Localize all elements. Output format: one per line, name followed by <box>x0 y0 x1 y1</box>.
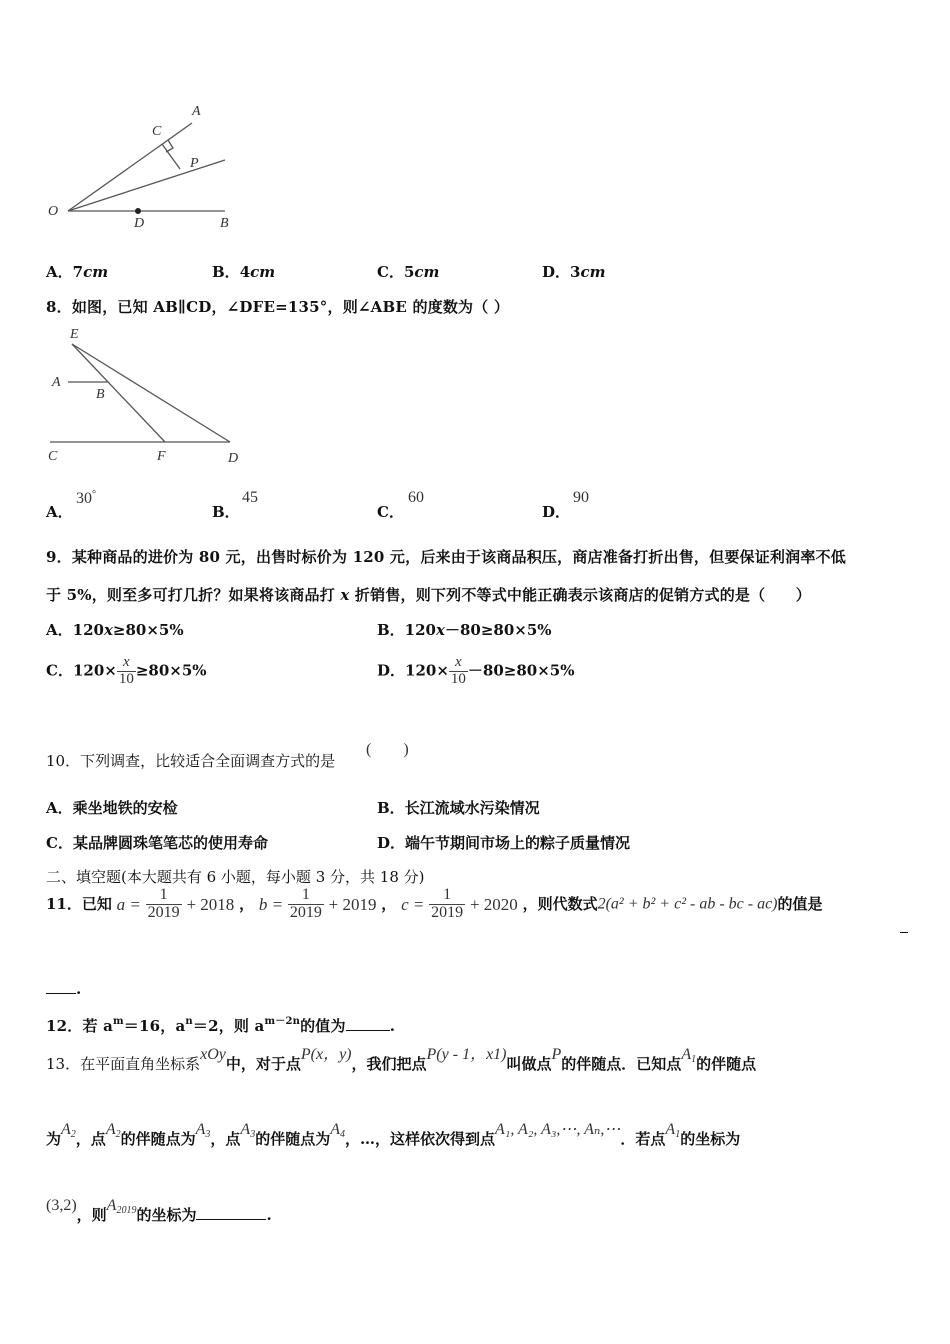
label-b: B <box>220 216 229 231</box>
label-c: C <box>152 124 162 139</box>
var-b-rhs: + 2019 <box>328 894 377 914</box>
question-11: 11．已知 a = $\frac{1}{2019}$ + 2018 ， b = $\frac{1}{2019}$ + 2019 ， c = $\frac{1}{2019}$ + 2020 ，则代数式2(a² + b² + c² - ab - bc - ac)的值是 <box>46 886 823 921</box>
q8-option-a-value: 30° <box>76 489 96 507</box>
point-a3: $A_3$ <box>240 1121 256 1140</box>
q10-option-a[interactable]: A．乘坐地铁的安检 <box>46 799 178 817</box>
fraction-x-over-10: $\frac{x}{10}$ <box>118 654 134 687</box>
point-a3: $A_3$ <box>195 1121 211 1140</box>
figure-q7-angle <box>40 95 260 235</box>
q11-answer-blank-1[interactable] <box>900 918 908 933</box>
question-10: 10．下列调查，比较适合全面调查方式的是 <box>46 752 336 770</box>
question-13-line-3: (3,2)，则$A_{2019}$的坐标为 . <box>46 1197 272 1224</box>
point-a2: $A_2$ <box>61 1121 76 1140</box>
point-a1: $A_1$ <box>665 1121 681 1140</box>
ray-op <box>68 160 225 211</box>
fraction-1-over-2019: $\frac{1}{2019}$ <box>431 886 464 921</box>
label-f: F <box>157 449 166 464</box>
point-d <box>135 208 141 214</box>
q8-option-d[interactable]: D． <box>542 503 571 521</box>
fraction-1-over-2019: $\frac{1}{2019}$ <box>147 886 180 921</box>
perpendicular-cp <box>162 144 180 169</box>
q8-option-b-value: 45 <box>242 489 258 506</box>
label-e: E <box>70 327 79 342</box>
question-13-line-1: 13．在平面直角坐标系xOy中，对于点P(x，y)，我们把点P(y - 1，x1)叫做点P的伴随点．已知点$A_1$的伴随点 <box>46 1046 757 1073</box>
expression: 2(a² + b² + c² - ab - bc - ac) <box>597 895 778 913</box>
label-b: B <box>96 387 105 402</box>
q8-option-d-value: 90 <box>573 489 589 506</box>
var-a-lhs: a = <box>116 894 141 914</box>
ray-oa <box>68 123 192 211</box>
question-10-paren: ( ) <box>366 741 409 758</box>
q10-option-b[interactable]: B．长江流域水污染情况 <box>377 799 540 817</box>
q9-option-c[interactable]: C．120× $\frac{x}{10}$ ≥80×5% <box>46 654 207 687</box>
var-b-lhs: b = <box>258 894 284 914</box>
point-sequence: A₁, A₂, A₃,⋯, Aₙ,⋯ <box>495 1121 621 1138</box>
q7-option-d[interactable]: D．3cm <box>542 263 606 281</box>
q7-option-b[interactable]: B．4cm <box>212 263 276 281</box>
var-c-lhs: c = <box>401 894 425 914</box>
q7-option-a[interactable]: A．7cm <box>46 263 109 281</box>
q9-option-a[interactable]: A．120x≥80×5% <box>46 621 184 639</box>
point-a4: $A_4$ <box>330 1121 345 1140</box>
q9-option-b[interactable]: B．120x－80≥80×5% <box>377 621 552 639</box>
q10-option-c[interactable]: C．某品牌圆珠笔笔芯的使用寿命 <box>46 834 268 852</box>
var-a-rhs: + 2018 <box>186 894 235 914</box>
q7-option-c[interactable]: C．5cm <box>377 263 440 281</box>
q9-option-d[interactable]: D．120× $\frac{x}{10}$ －80≥80×5% <box>377 654 575 687</box>
question-9-line-1: 9．某种商品的进价为 80 元，出售时标价为 120 元，后来由于该商品积压，商店准备打折出售，但要保证利润率不低 <box>46 548 846 566</box>
coordinate-3-2: (3,2) <box>46 1197 77 1214</box>
q8-option-b[interactable]: B． <box>212 503 240 521</box>
label-d: D <box>228 451 239 466</box>
var-c-rhs: + 2020 <box>469 894 518 914</box>
fraction-x-over-10: $\frac{x}{10}$ <box>450 654 466 687</box>
q8-option-c[interactable]: C． <box>377 503 404 521</box>
question-9-line-2: 于 5%，则至多可打几折？如果将该商品打 x 折销售，则下列不等式中能正确表示该商店的促销方式的是（ ） <box>46 586 811 604</box>
section-2-heading: 二、填空题(本大题共有 6 小题，每小题 3 分，共 18 分) <box>46 868 425 886</box>
q13-answer-blank[interactable] <box>196 1205 266 1220</box>
figure-q8-parallel <box>40 322 260 467</box>
question-8: 8．如图，已知 AB∥CD，∠DFE=135°，则∠ABE 的度数为（ ） <box>46 298 510 316</box>
q8-option-c-value: 60 <box>408 489 424 506</box>
point-a1: $A_1$ <box>681 1046 697 1065</box>
q8-option-a[interactable]: A． <box>46 503 73 521</box>
q12-answer-blank[interactable] <box>346 1016 390 1031</box>
question-12: 12．若 $a^m=16$，$a^n=2$，则 $a^{m-2n}$的值为 . <box>46 1016 396 1035</box>
label-p: P <box>190 156 199 171</box>
q10-option-d[interactable]: D．端午节期间市场上的粽子质量情况 <box>377 834 631 852</box>
label-a: A <box>52 375 61 390</box>
q11-answer-blank-2[interactable]: . <box>46 979 81 998</box>
point-a2019: $A_{2019}$ <box>106 1197 137 1216</box>
question-13-line-2: 为$A_2$，点$A_2$的伴随点为$A_3$，点$A_3$的伴随点为$A_4$，…，这样依次得到点A₁, A₂, A₃,⋯, Aₙ,⋯．若点$A_1$的坐标为 <box>46 1121 741 1148</box>
fraction-1-over-2019: $\frac{1}{2019}$ <box>289 886 322 921</box>
label-o: O <box>48 204 59 219</box>
point-a2: $A_2$ <box>105 1121 121 1140</box>
label-d: D <box>134 216 145 231</box>
label-a: A <box>192 104 201 119</box>
label-c: C <box>48 449 58 464</box>
